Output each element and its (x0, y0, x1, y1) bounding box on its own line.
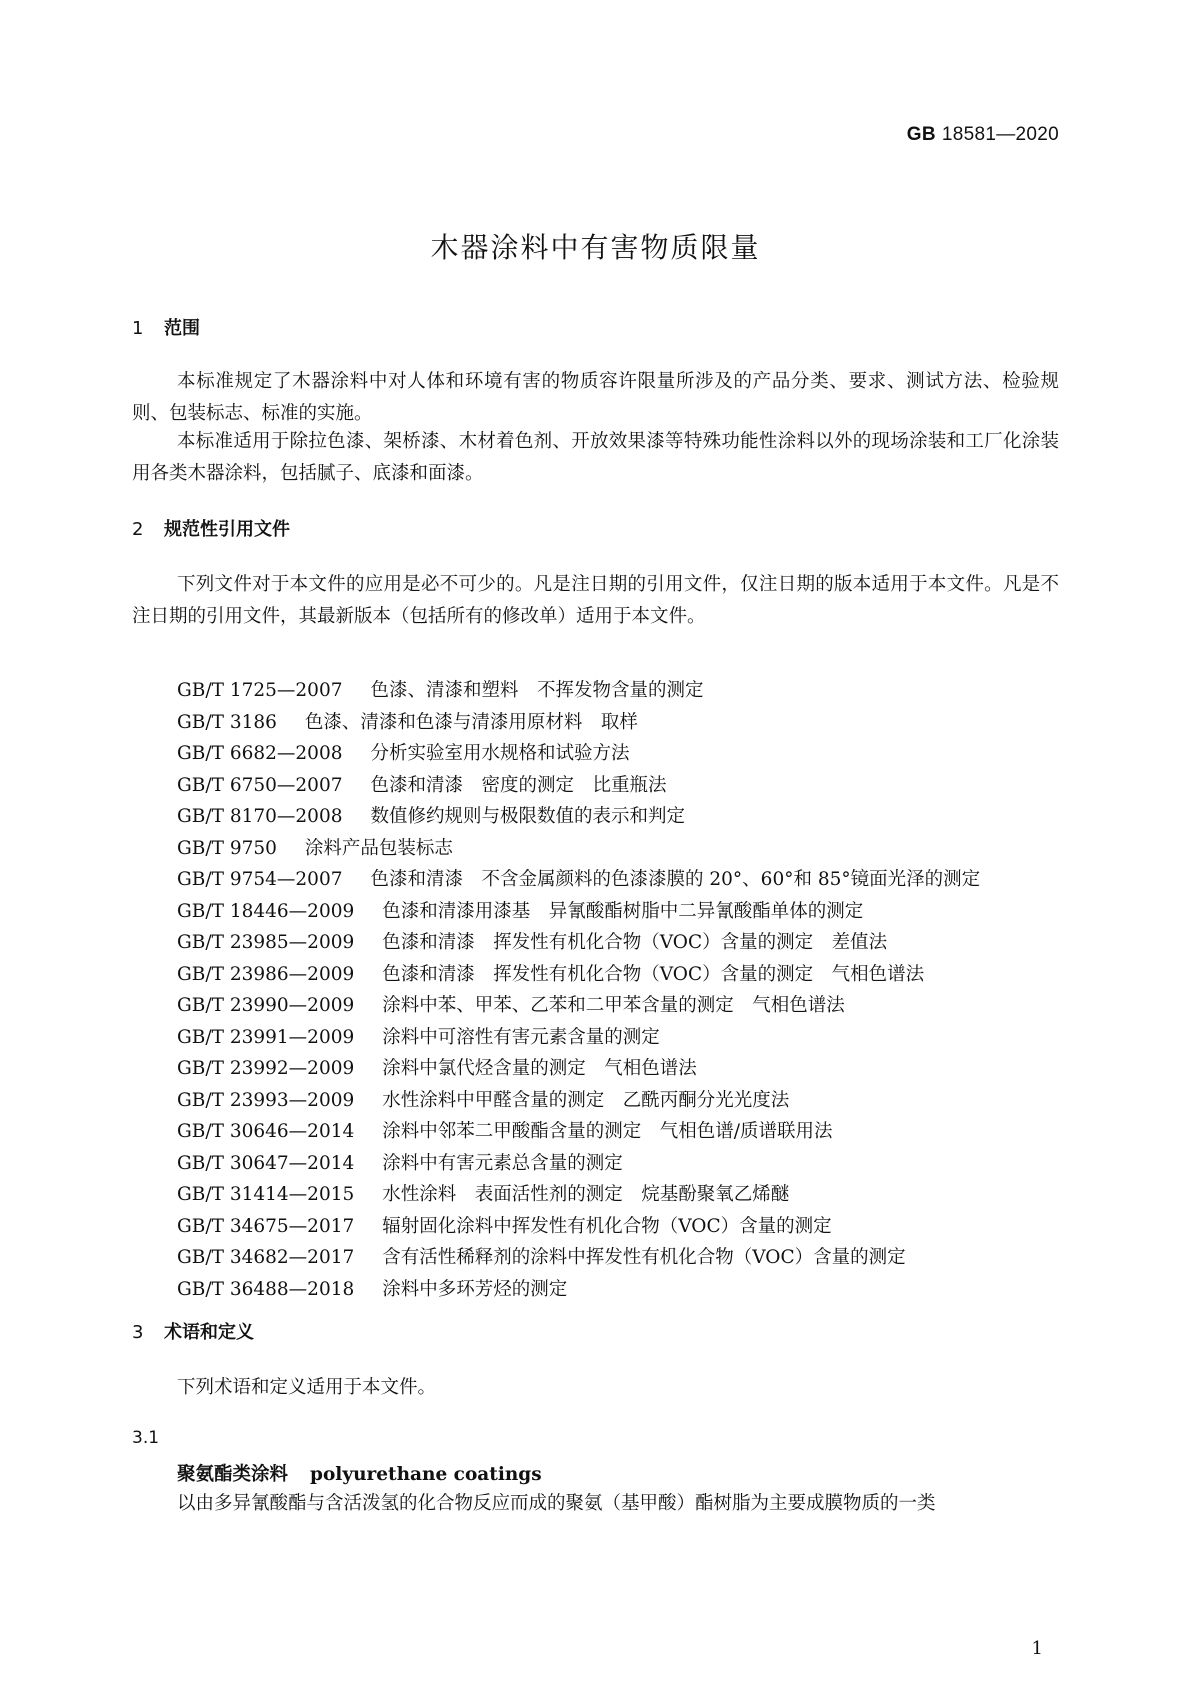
section-3-heading (132, 1318, 254, 1344)
reference-item (177, 1053, 980, 1085)
section-title: 术语和定义 (164, 1322, 254, 1343)
reference-code: GB/T 23991—2009 (177, 1026, 355, 1048)
reference-item (177, 738, 980, 770)
reference-title: 色漆和清漆 挥发性有机化合物（VOC）含量的测定 差值法 (382, 932, 888, 953)
reference-item (177, 927, 980, 959)
standard-number (907, 124, 1059, 146)
reference-item (177, 770, 980, 802)
reference-item (177, 1148, 980, 1180)
reference-code: GB/T 6682—2008 (177, 743, 343, 764)
reference-code: GB/T 30646—2014 (177, 1121, 355, 1142)
reference-item (177, 990, 980, 1022)
reference-title: 水性涂料 表面活性剂的测定 烷基酚聚氧乙烯醚 (382, 1184, 790, 1205)
section-number: 2 (132, 519, 144, 540)
reference-code: GB/T 23985—2009 (177, 932, 355, 953)
reference-title: 分析实验室用水规格和试验方法 (370, 743, 630, 764)
document-title: 木器涂料中有害物质限量 (430, 231, 761, 264)
reference-item (177, 833, 980, 865)
reference-code: GB/T 34675—2017 (177, 1215, 355, 1237)
reference-code: GB/T 3186 (177, 711, 277, 733)
section-1-paragraph-1: 本标准规定了木器涂料中对人体和环境有害的物质容许限量所涉及的产品分类、要求、测试方法、检验规则、包装标志、标准的实施。 (132, 371, 1059, 424)
reference-title: 涂料中多环芳烃的测定 (382, 1278, 568, 1300)
section-number: 1 (132, 318, 144, 339)
clause-number: 3.1 (132, 1428, 160, 1448)
reference-item (177, 1085, 980, 1117)
reference-item (177, 707, 980, 739)
reference-title: 辐射固化涂料中挥发性有机化合物（VOC）含量的测定 (382, 1215, 832, 1237)
term-heading (177, 1460, 542, 1486)
reference-title: 数值修约规则与极限数值的表示和判定 (370, 806, 686, 827)
reference-item (177, 1116, 980, 1148)
reference-title: 含有活性稀释剂的涂料中挥发性有机化合物（VOC）含量的测定 (382, 1247, 906, 1268)
reference-code: GB/T 6750—2007 (177, 774, 343, 796)
reference-title: 涂料产品包装标志 (304, 837, 453, 859)
standard-code: 18581—2020 (941, 124, 1059, 145)
section-number: 3 (132, 1322, 144, 1343)
reference-item (177, 959, 980, 991)
page-number: 1 (1031, 1638, 1043, 1659)
reference-code: GB/T 18446—2009 (177, 900, 355, 922)
section-title: 范围 (164, 318, 200, 339)
term-english: polyurethane coatings (310, 1464, 542, 1485)
reference-item (177, 675, 980, 707)
reference-title: 色漆和清漆 密度的测定 比重瓶法 (370, 774, 667, 796)
reference-code: GB/T 9750 (177, 837, 277, 859)
reference-code: GB/T 8170—2008 (177, 806, 343, 827)
reference-code: GB/T 34682—2017 (177, 1247, 355, 1268)
reference-item (177, 1242, 980, 1274)
reference-item (177, 864, 980, 896)
reference-title: 色漆和清漆用漆基 异氰酸酯树脂中二异氰酸酯单体的测定 (382, 900, 864, 922)
section-2-intro: 下列文件对于本文件的应用是必不可少的。凡是注日期的引用文件，仅注日期的版本适用于本文件。凡是不注日期的引用文件，其最新版本（包括所有的修改单）适用于本文件。 (132, 574, 1059, 627)
section-1-heading (132, 314, 200, 340)
reference-title: 色漆和清漆 挥发性有机化合物（VOC）含量的测定 气相色谱法 (382, 963, 925, 985)
reference-item (177, 1179, 980, 1211)
reference-code: GB/T 1725—2007 (177, 680, 343, 701)
reference-code: GB/T 30647—2014 (177, 1152, 355, 1174)
section-1-paragraph-2: 本标准适用于除拉色漆、架桥漆、木材着色剂、开放效果漆等特殊功能性涂料以外的现场涂装和工厂化涂装用各类木器涂料，包括腻子、底漆和面漆。 (132, 431, 1059, 484)
section-3-intro: 下列术语和定义适用于本文件。 (177, 1377, 437, 1398)
standard-prefix: GB (906, 124, 936, 145)
reference-item (177, 801, 980, 833)
reference-title: 色漆、清漆和色漆与清漆用原材料 取样 (304, 711, 638, 733)
reference-code: GB/T 23990—2009 (177, 995, 355, 1016)
reference-title: 涂料中有害元素总含量的测定 (382, 1152, 623, 1174)
reference-code: GB/T 23986—2009 (177, 963, 355, 985)
reference-title: 水性涂料中甲醛含量的测定 乙酰丙酮分光光度法 (382, 1089, 790, 1111)
reference-title: 色漆和清漆 不含金属颜料的色漆漆膜的 20°、60°和 85°镜面光泽的测定 (370, 869, 981, 890)
reference-list (177, 675, 980, 1305)
reference-title: 涂料中苯、甲苯、乙苯和二甲苯含量的测定 气相色谱法 (382, 995, 845, 1016)
reference-item (177, 1211, 980, 1243)
reference-code: GB/T 31414—2015 (177, 1184, 355, 1205)
section-title: 规范性引用文件 (164, 519, 290, 540)
reference-title: 涂料中可溶性有害元素含量的测定 (382, 1026, 660, 1048)
reference-item (177, 1022, 980, 1054)
reference-item (177, 896, 980, 928)
reference-title: 涂料中邻苯二甲酸酯含量的测定 气相色谱/质谱联用法 (382, 1121, 833, 1142)
reference-code: GB/T 36488—2018 (177, 1278, 355, 1300)
term-definition: 以由多异氰酸酯与含活泼氢的化合物反应而成的聚氨（基甲酸）酯树脂为主要成膜物质的一类 (177, 1493, 936, 1514)
term-chinese: 聚氨酯类涂料 (177, 1464, 289, 1485)
reference-code: GB/T 9754—2007 (177, 869, 343, 890)
reference-code: GB/T 23993—2009 (177, 1089, 355, 1111)
reference-title: 色漆、清漆和塑料 不挥发物含量的测定 (370, 680, 704, 701)
reference-item (177, 1274, 980, 1306)
reference-title: 涂料中氯代烃含量的测定 气相色谱法 (382, 1058, 697, 1079)
reference-code: GB/T 23992—2009 (177, 1058, 355, 1079)
section-2-heading (132, 515, 290, 541)
